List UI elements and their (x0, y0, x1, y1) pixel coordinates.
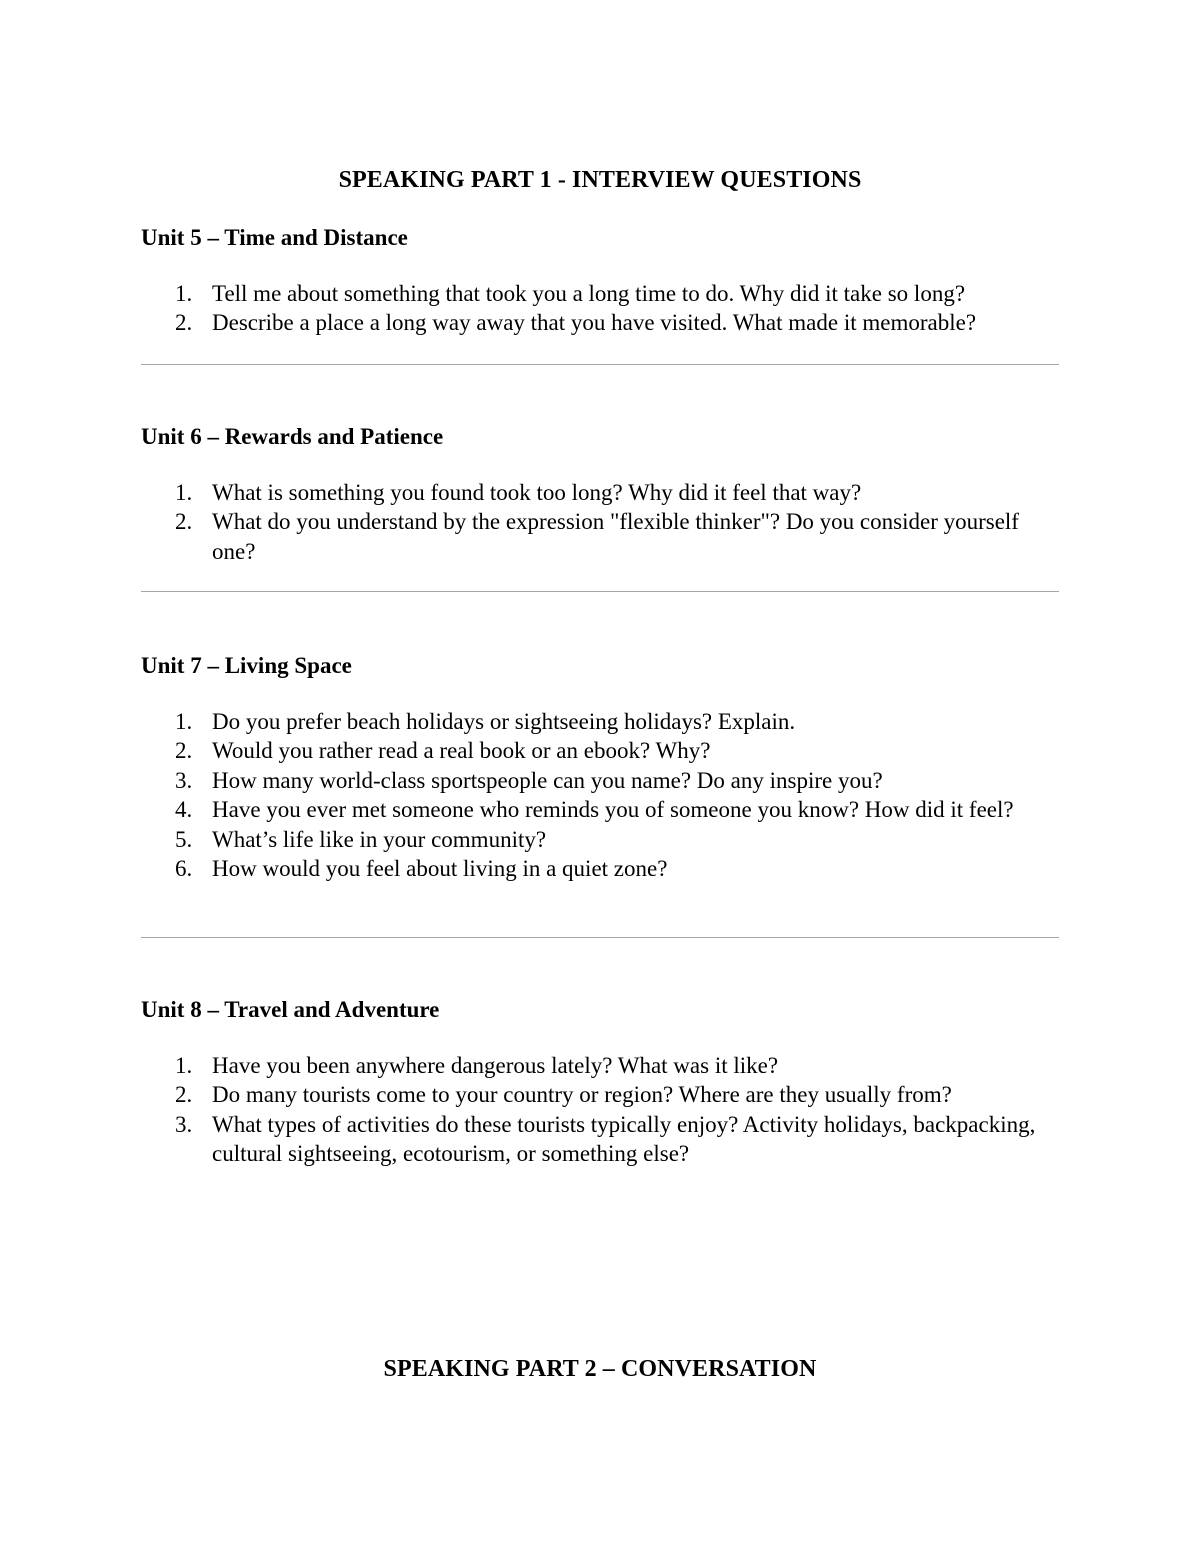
question-item (141, 478, 1061, 507)
question-item (141, 507, 1061, 566)
question-text: What types of activities do these tourists typically enjoy? Activity holidays, backpacking, cultural sightseeing, ecotourism, or something else? (212, 1111, 1036, 1167)
unit-heading: Unit 6 – Rewards and Patience (141, 424, 444, 449)
question-text: What do you understand by the expression "flexible thinker"? Do you consider yourself one? (212, 509, 1019, 564)
question-list (141, 478, 1061, 566)
section-divider (141, 937, 1059, 938)
question-number: 4. (175, 797, 193, 823)
question-text: How would you feel about living in a quiet zone? (212, 856, 668, 882)
question-list (141, 1051, 1061, 1169)
question-number: 1. (175, 1053, 193, 1078)
question-list (141, 707, 1061, 883)
question-item (141, 854, 1061, 883)
question-text: What is something you found took too long? Why did it feel that way? (212, 480, 862, 505)
question-item (141, 707, 1061, 736)
question-item (141, 766, 1061, 795)
unit-section (141, 651, 1061, 883)
question-text: Do you prefer beach holidays or sightseeing holidays? Explain. (212, 709, 796, 734)
unit-heading: Unit 7 – Living Space (141, 653, 352, 678)
question-number: 2. (175, 509, 193, 535)
question-text: Would you rather read a real book or an ebook? Why? (212, 738, 711, 764)
question-text: Tell me about something that took you a long time to do. Why did it take so long? (212, 281, 966, 306)
unit-section (141, 995, 1061, 1169)
question-number: 1. (175, 709, 193, 734)
section-divider (141, 591, 1059, 592)
question-text: How many world-class sportspeople can you name? Do any inspire you? (212, 767, 883, 793)
unit-heading: Unit 8 – Travel and Adventure (141, 997, 440, 1022)
question-number: 2. (175, 310, 193, 336)
question-number: 2. (175, 738, 193, 764)
unit-section (141, 422, 1061, 566)
question-item (141, 1110, 1061, 1169)
unit-section (141, 223, 1061, 338)
question-text: Do many tourists come to your country or region? Where are they usually from? (212, 1082, 952, 1108)
page-title: SPEAKING PART 1 - INTERVIEW QUESTIONS (338, 167, 862, 193)
question-number: 6. (175, 856, 193, 882)
question-number: 3. (175, 767, 193, 793)
question-item (141, 308, 1061, 337)
question-item (141, 1051, 1061, 1080)
question-number: 1. (175, 480, 193, 505)
question-item (141, 279, 1061, 308)
question-list (141, 279, 1061, 338)
section-title: SPEAKING PART 2 – CONVERSATION (383, 1356, 817, 1382)
question-number: 2. (175, 1082, 193, 1108)
question-item (141, 795, 1061, 824)
question-number: 3. (175, 1111, 193, 1137)
question-text: Have you ever met someone who reminds you of someone you know? How did it feel? (212, 797, 1014, 823)
question-item (141, 1080, 1061, 1109)
question-number: 1. (175, 281, 193, 306)
question-item (141, 736, 1061, 765)
question-number: 5. (175, 826, 193, 852)
section-divider (141, 364, 1059, 365)
question-text: What’s life like in your community? (212, 826, 547, 852)
question-text: Have you been anywhere dangerous lately? What was it like? (212, 1053, 779, 1078)
question-item (141, 825, 1061, 854)
unit-heading: Unit 5 – Time and Distance (141, 225, 408, 250)
question-text: Describe a place a long way away that you have visited. What made it memorable? (212, 310, 977, 336)
